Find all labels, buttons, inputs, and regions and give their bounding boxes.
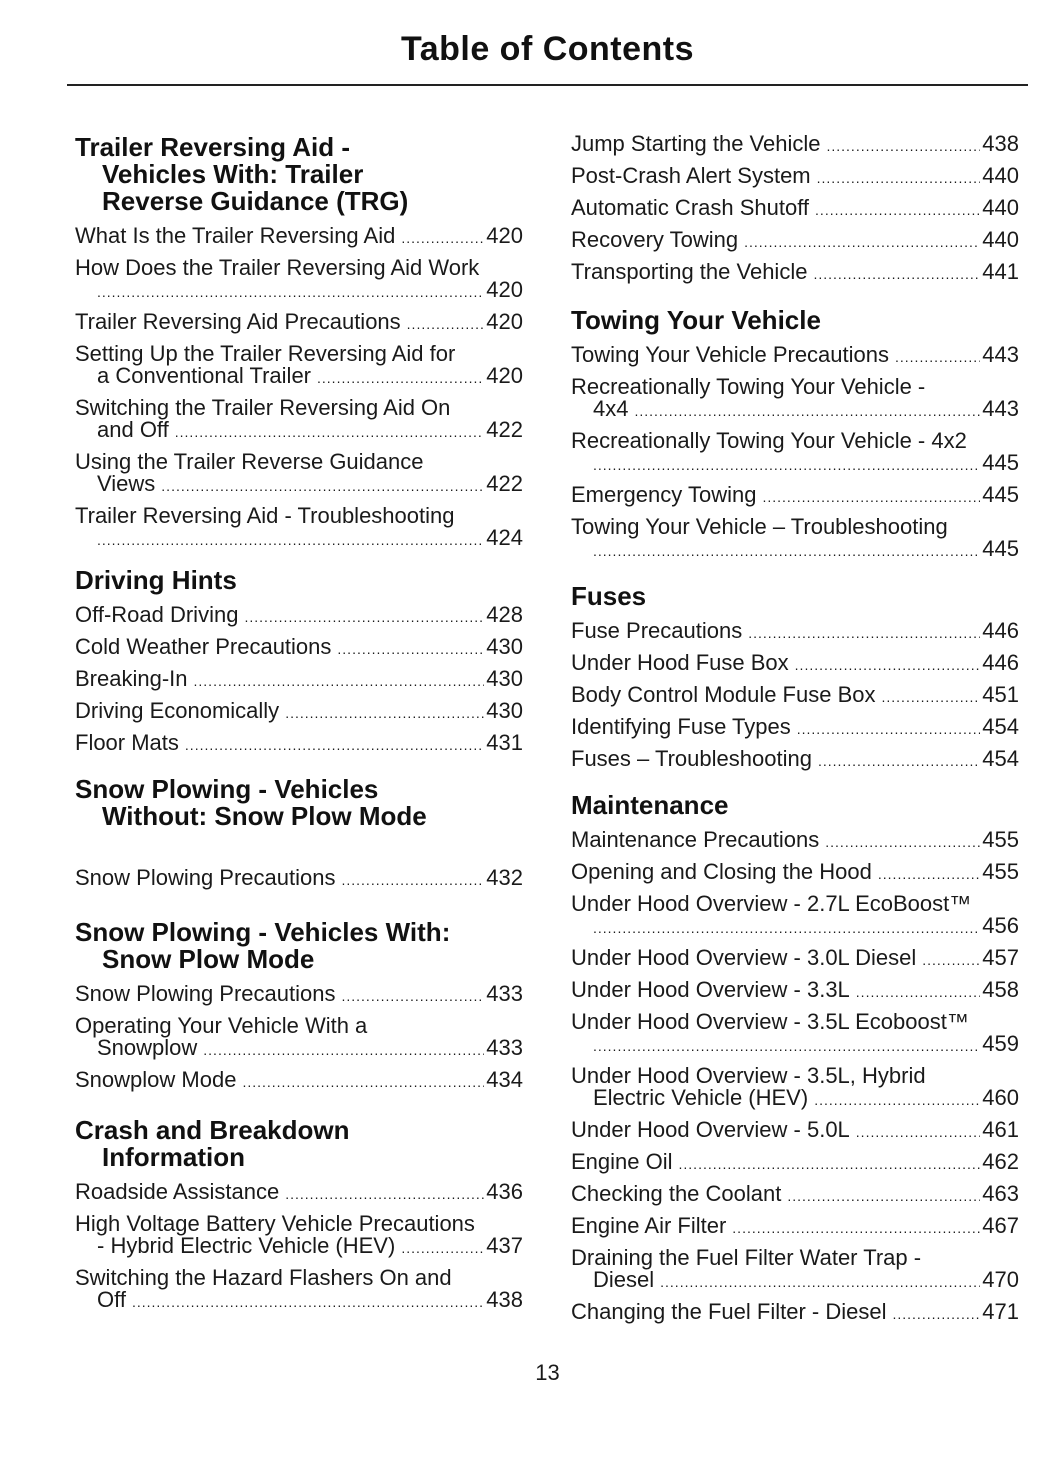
dot-leader (748, 622, 980, 644)
entry-list (75, 1177, 523, 1317)
entry-page: 440 (982, 195, 1019, 220)
toc-entry[interactable] (571, 825, 1019, 857)
dot-leader (814, 1089, 980, 1111)
entry-page: 443 (982, 342, 1019, 367)
title-divider (67, 84, 1028, 86)
dot-leader (593, 917, 980, 939)
entry-title: Opening and Closing the Hood (571, 859, 872, 884)
entry-page: 463 (982, 1181, 1019, 1206)
entry-title: Under Hood Overview - 3.0L Diesel (571, 945, 917, 970)
section-heading (571, 307, 1019, 334)
section-heading (75, 1117, 523, 1171)
dot-leader (878, 863, 980, 885)
toc-entry[interactable] (571, 512, 1019, 566)
toc-entry[interactable] (571, 680, 1019, 712)
toc-entry[interactable] (571, 889, 1019, 943)
entry-page: 430 (486, 698, 523, 723)
dot-leader (97, 281, 484, 303)
dot-leader (593, 454, 980, 476)
entry-title: Recovery Towing (571, 227, 739, 252)
entry-title: What Is the Trailer Reversing Aid (75, 223, 396, 248)
entry-page: 422 (486, 471, 523, 496)
entry-title: Switching the Hazard Flashers On and (75, 1265, 452, 1290)
entry-list (571, 616, 1019, 776)
entry-title: Checking the Coolant (571, 1181, 782, 1206)
entry-title: Body Control Module Fuse Box (571, 682, 876, 707)
entry-title: Using the Trailer Reverse Guidance (75, 449, 424, 474)
dot-leader (825, 831, 980, 853)
entry-title-continued: 4x4 (593, 396, 629, 421)
dot-leader (407, 313, 485, 335)
entry-page: 430 (486, 666, 523, 691)
dot-leader (856, 981, 980, 1003)
entry-page: 459 (982, 1031, 1019, 1056)
entry-list (75, 863, 523, 895)
toc-entry[interactable] (571, 340, 1019, 372)
entry-title: Emergency Towing (571, 482, 757, 507)
dot-leader (634, 400, 980, 422)
dot-leader (175, 421, 485, 443)
dot-leader (97, 529, 484, 551)
dot-leader (787, 1185, 980, 1207)
entry-title: Jump Starting the Vehicle (571, 131, 821, 156)
entry-title: Trailer Reversing Aid - Troubleshooting (75, 503, 455, 528)
entry-title-continued: Diesel (593, 1267, 655, 1292)
dot-leader (401, 1237, 484, 1259)
entry-title: Operating Your Vehicle With a (75, 1013, 368, 1038)
entry-page: 456 (982, 913, 1019, 938)
toc-section (571, 307, 1019, 566)
entry-title: Engine Air Filter (571, 1213, 727, 1238)
toc-entry[interactable] (571, 857, 1019, 889)
entry-title-continued: and Off (97, 417, 169, 442)
toc-entry[interactable] (571, 193, 1019, 225)
toc-entry[interactable] (571, 1061, 1019, 1115)
toc-entry[interactable] (571, 616, 1019, 648)
toc-entry[interactable] (75, 221, 523, 253)
dot-leader (892, 1303, 980, 1325)
page-number: 13 (535, 1360, 560, 1385)
dot-leader (161, 475, 484, 497)
entry-page: 457 (982, 945, 1019, 970)
entry-title: Engine Oil (571, 1149, 673, 1174)
entry-page: 424 (486, 525, 523, 550)
entry-page: 451 (982, 682, 1019, 707)
entry-title-continued: Off (97, 1287, 126, 1312)
dot-leader (593, 1035, 980, 1057)
entry-title: Under Hood Overview - 3.3L (571, 977, 850, 1002)
dot-leader (922, 949, 980, 971)
entry-title: Recreationally Towing Your Vehicle - 4x2 (571, 428, 967, 453)
entry-page: 438 (982, 131, 1019, 156)
entry-title: Fuse Precautions (571, 618, 743, 643)
dot-leader (826, 135, 980, 157)
section-heading-line: Driving Hints (75, 565, 237, 595)
entry-page: 433 (486, 981, 523, 1006)
dot-leader (341, 869, 484, 891)
toc-entry[interactable] (571, 1115, 1019, 1147)
page-title: Table of Contents (400, 30, 695, 68)
entry-title: Roadside Assistance (75, 1179, 280, 1204)
entry-list (571, 129, 1019, 289)
toc-entry[interactable] (75, 632, 523, 664)
toc-entry[interactable] (571, 943, 1019, 975)
entry-page: 470 (982, 1267, 1019, 1292)
entry-title: Trailer Reversing Aid Precautions (75, 309, 401, 334)
entry-list (75, 979, 523, 1097)
dot-leader (285, 702, 484, 724)
entry-page: 420 (486, 223, 523, 248)
section-heading (571, 583, 1019, 610)
entry-title: Setting Up the Trailer Reversing Aid for (75, 341, 456, 366)
dot-leader (679, 1153, 981, 1175)
section-heading-line: Snow Plowing - Vehicles (75, 774, 379, 804)
toc-entry[interactable] (75, 307, 523, 339)
entry-page: 443 (982, 396, 1019, 421)
entry-title: Towing Your Vehicle Precautions (571, 342, 889, 367)
dot-leader (132, 1291, 484, 1313)
dot-leader (797, 718, 981, 740)
entry-page: 455 (982, 827, 1019, 852)
toc-section (75, 776, 523, 895)
entry-page: 460 (982, 1085, 1019, 1110)
dot-leader (244, 606, 484, 628)
toc-entry[interactable] (75, 1011, 523, 1065)
dot-leader (744, 231, 980, 253)
section-heading-line: Snow Plowing - Vehicles With: (75, 917, 451, 947)
toc-entry[interactable] (571, 1243, 1019, 1297)
entry-title: Cold Weather Precautions (75, 634, 332, 659)
toc-entry[interactable] (75, 393, 523, 447)
entry-page: 431 (486, 730, 523, 755)
dot-leader (815, 199, 980, 221)
entry-list (571, 340, 1019, 566)
section-heading-line: Fuses (571, 581, 647, 611)
toc-entry[interactable] (75, 339, 523, 393)
entry-page: 420 (486, 277, 523, 302)
entry-title: Under Hood Fuse Box (571, 650, 789, 675)
section-heading-line: Crash and Breakdown (75, 1115, 350, 1145)
entry-page: 420 (486, 363, 523, 388)
entry-page: 432 (486, 865, 523, 890)
entry-page: 440 (982, 227, 1019, 252)
entry-title: Recreationally Towing Your Vehicle - (571, 374, 926, 399)
dot-leader (341, 985, 484, 1007)
entry-page: 446 (982, 650, 1019, 675)
entry-page: 445 (982, 450, 1019, 475)
dot-leader (185, 734, 484, 756)
entry-title: Changing the Fuel Filter - Diesel (571, 1299, 887, 1324)
entry-title: Draining the Fuel Filter Water Trap - (571, 1245, 922, 1270)
entry-list (75, 221, 523, 555)
section-heading (75, 567, 523, 594)
entry-page: 441 (982, 259, 1019, 284)
dot-leader (593, 540, 980, 562)
section-heading-line: Maintenance (571, 790, 729, 820)
entry-page: 420 (486, 309, 523, 334)
toc-entry[interactable] (571, 257, 1019, 289)
entry-title: Floor Mats (75, 730, 179, 755)
toc-entry[interactable] (571, 129, 1019, 161)
entry-list (75, 600, 523, 760)
dot-leader (817, 167, 981, 189)
section-heading-line: Information (102, 1142, 245, 1172)
dot-leader (401, 227, 484, 249)
entry-page: 458 (982, 977, 1019, 1002)
toc-entry[interactable] (571, 480, 1019, 512)
section-heading (571, 792, 1019, 819)
dot-leader (762, 486, 980, 508)
entry-title-continued: - Hybrid Electric Vehicle (HEV) (97, 1233, 396, 1258)
toc-section (75, 919, 523, 1097)
toc-entry[interactable] (571, 372, 1019, 426)
entry-title: Towing Your Vehicle – Troubleshooting (571, 514, 948, 539)
toc-entry[interactable] (75, 863, 523, 895)
section-heading-line: Towing Your Vehicle (571, 305, 821, 335)
entry-title: Transporting the Vehicle (571, 259, 808, 284)
toc-entry[interactable] (571, 1179, 1019, 1211)
toc-entry[interactable] (75, 1209, 523, 1263)
toc-entry[interactable] (571, 1211, 1019, 1243)
entry-page: 467 (982, 1213, 1019, 1238)
dot-leader (194, 670, 485, 692)
toc-section (571, 583, 1019, 776)
dot-leader (317, 367, 484, 389)
toc-entry[interactable] (75, 1065, 523, 1097)
entry-list (571, 825, 1019, 1329)
toc-entry[interactable] (571, 1297, 1019, 1329)
dot-leader (337, 638, 484, 660)
entry-page: 430 (486, 634, 523, 659)
section-heading-line: Snow Plow Mode (102, 944, 315, 974)
dot-leader (285, 1183, 484, 1205)
toc-entry[interactable] (75, 600, 523, 632)
entry-page: 422 (486, 417, 523, 442)
toc-entry[interactable] (571, 712, 1019, 744)
entry-page: 437 (486, 1233, 523, 1258)
entry-page: 440 (982, 163, 1019, 188)
entry-page: 428 (486, 602, 523, 627)
entry-title: Maintenance Precautions (571, 827, 820, 852)
toc-entry[interactable] (75, 728, 523, 760)
entry-page: 462 (982, 1149, 1019, 1174)
entry-title-continued: Snowplow (97, 1035, 198, 1060)
section-heading (75, 776, 523, 830)
toc-section (75, 1117, 523, 1317)
entry-title: Fuses – Troubleshooting (571, 746, 812, 771)
entry-title: Under Hood Overview - 3.5L, Hybrid (571, 1063, 926, 1088)
dot-leader (660, 1271, 980, 1293)
section-heading-line: Without: Snow Plow Mode (102, 801, 427, 831)
toc-section (75, 567, 523, 760)
entry-title: Breaking-In (75, 666, 188, 691)
entry-page: 461 (982, 1117, 1019, 1142)
toc-entry[interactable] (571, 426, 1019, 480)
toc-entry[interactable] (75, 447, 523, 501)
entry-page: 454 (982, 714, 1019, 739)
entry-page: 471 (982, 1299, 1019, 1324)
entry-title: Switching the Trailer Reversing Aid On (75, 395, 451, 420)
toc-entry[interactable] (571, 744, 1019, 776)
entry-page: 436 (486, 1179, 523, 1204)
toc-section (571, 129, 1019, 289)
section-heading (75, 134, 523, 215)
toc-entry[interactable] (571, 648, 1019, 680)
dot-leader (242, 1071, 484, 1093)
entry-title: Snowplow Mode (75, 1067, 237, 1092)
entry-page: 438 (486, 1287, 523, 1312)
entry-title: Post-Crash Alert System (571, 163, 811, 188)
toc-entry[interactable] (571, 1147, 1019, 1179)
entry-title-continued: Views (97, 471, 156, 496)
entry-title-continued: a Conventional Trailer (97, 363, 312, 388)
toc-entry[interactable] (75, 1177, 523, 1209)
toc-entry[interactable] (75, 664, 523, 696)
toc-entry[interactable] (75, 696, 523, 728)
entry-page: 445 (982, 536, 1019, 561)
entry-title: Snow Plowing Precautions (75, 865, 336, 890)
entry-title: Identifying Fuse Types (571, 714, 791, 739)
dot-leader (818, 750, 980, 772)
toc-entry[interactable] (75, 979, 523, 1011)
dot-leader (795, 654, 981, 676)
toc-entry[interactable] (571, 975, 1019, 1007)
toc-entry[interactable] (75, 253, 523, 307)
entry-page: 454 (982, 746, 1019, 771)
toc-entry[interactable] (571, 1007, 1019, 1061)
dot-leader (203, 1039, 484, 1061)
entry-title: How Does the Trailer Reversing Aid Work (75, 255, 480, 280)
section-heading-line: Reverse Guidance (TRG) (102, 186, 409, 216)
toc-section (571, 792, 1019, 1329)
section-heading (75, 919, 523, 973)
entry-title: Snow Plowing Precautions (75, 981, 336, 1006)
dot-leader (813, 263, 980, 285)
entry-page: 445 (982, 482, 1019, 507)
entry-page: 446 (982, 618, 1019, 643)
entry-page: 433 (486, 1035, 523, 1060)
entry-page: 434 (486, 1067, 523, 1092)
entry-title: Driving Economically (75, 698, 280, 723)
toc-section (75, 134, 523, 555)
toc-entry[interactable] (75, 501, 523, 555)
entry-title: Automatic Crash Shutoff (571, 195, 810, 220)
entry-title: Off-Road Driving (75, 602, 239, 627)
entry-title: High Voltage Battery Vehicle Precautions (75, 1211, 475, 1236)
entry-title: Under Hood Overview - 5.0L (571, 1117, 850, 1142)
dot-leader (895, 346, 980, 368)
entry-title: Under Hood Overview - 2.7L EcoBoost™ (571, 891, 972, 916)
section-heading-line: Vehicles With: Trailer (102, 159, 364, 189)
toc-entry[interactable] (571, 225, 1019, 257)
dot-leader (882, 686, 981, 708)
toc-entry[interactable] (75, 1263, 523, 1317)
dot-leader (856, 1121, 980, 1143)
dot-leader (732, 1217, 980, 1239)
entry-page: 455 (982, 859, 1019, 884)
section-heading-line: Trailer Reversing Aid - (75, 132, 351, 162)
entry-title: Under Hood Overview - 3.5L Ecoboost™ (571, 1009, 969, 1034)
entry-title-continued: Electric Vehicle (HEV) (593, 1085, 809, 1110)
toc-entry[interactable] (571, 161, 1019, 193)
